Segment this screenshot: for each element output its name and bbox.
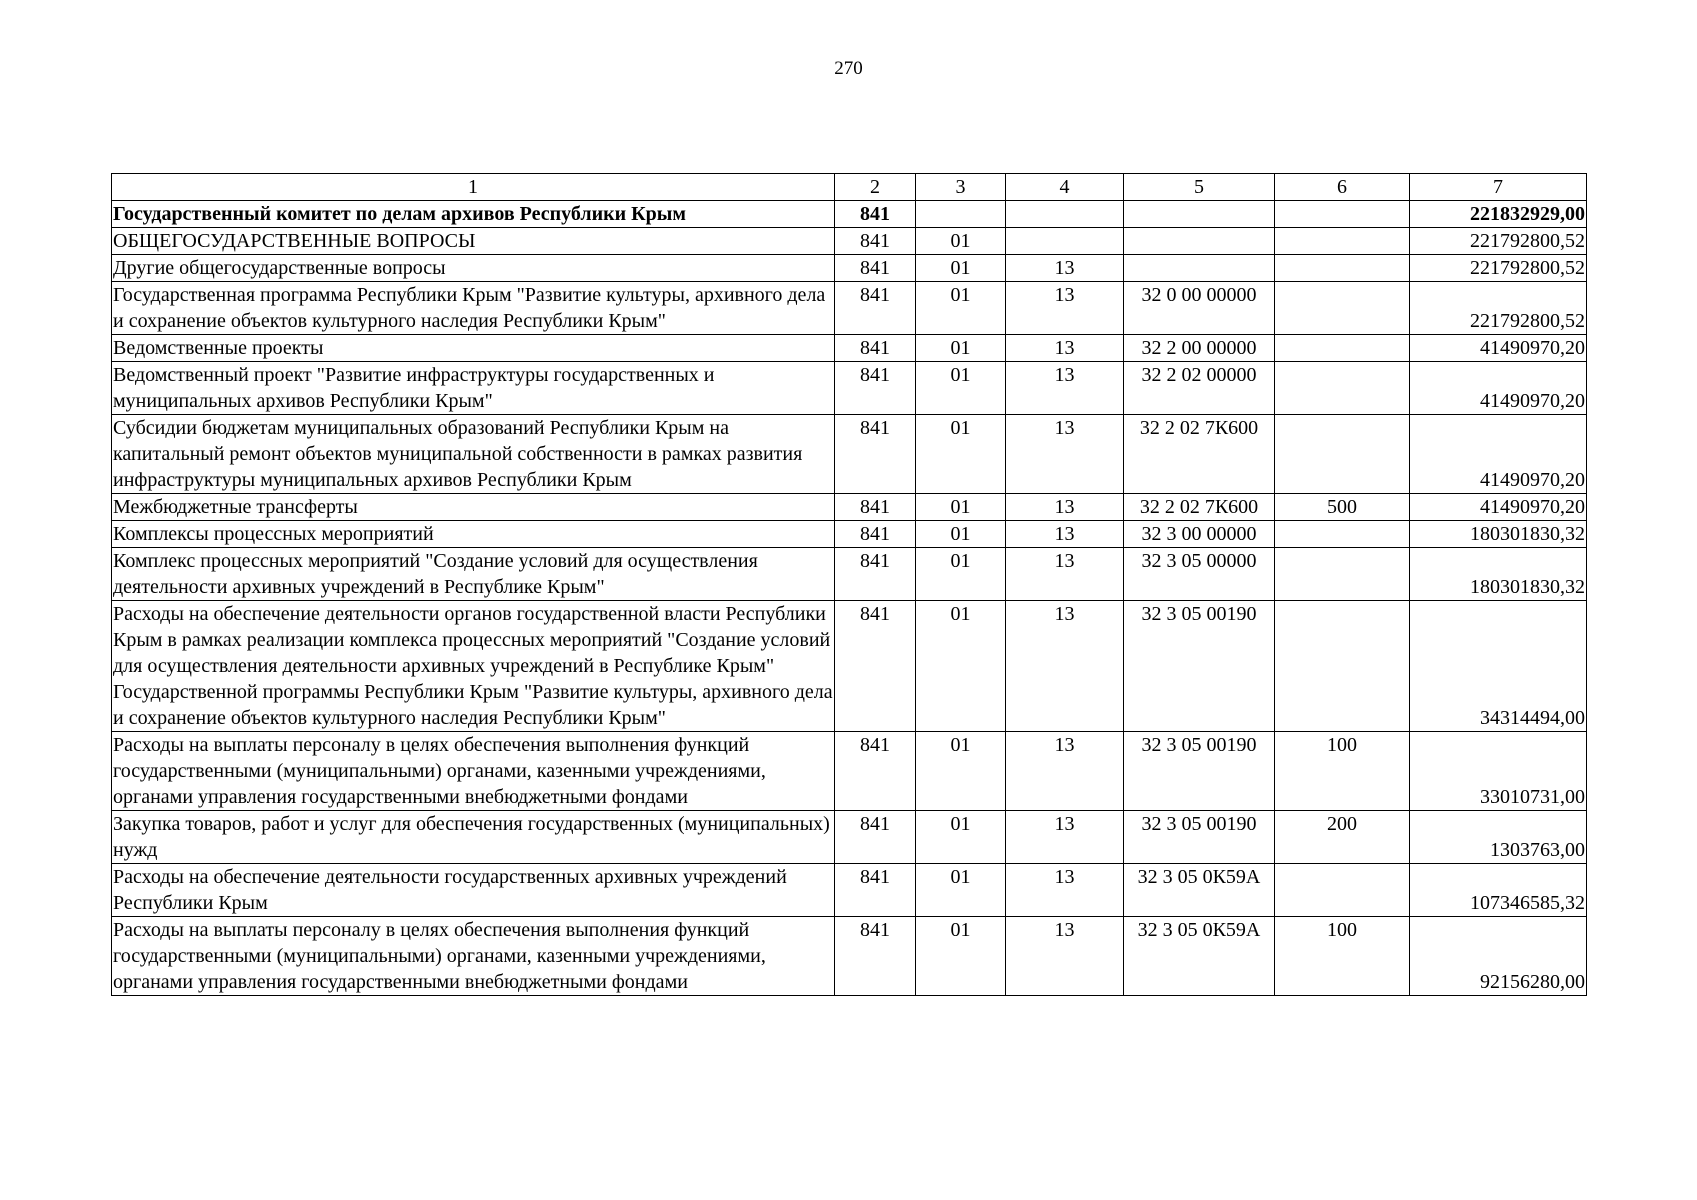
row-code-5-cell: 32 3 05 00190	[1124, 811, 1275, 864]
row-code-3-cell: 01	[916, 494, 1006, 521]
table-row	[112, 811, 1587, 864]
row-code-6-cell	[1275, 282, 1410, 335]
row-name-cell: Расходы на выплаты персоналу в целях обеспечения выполнения функций государственными (муниципальными) органами, казенными учреждениями, органами управления государственными внебюджетными фондами	[112, 917, 835, 996]
row-code-2-cell: 841	[835, 335, 916, 362]
row-code-3-cell: 01	[916, 521, 1006, 548]
row-code-3-cell: 01	[916, 282, 1006, 335]
row-code-4-cell: 13	[1006, 864, 1124, 917]
row-code-5-cell: 32 0 00 00000	[1124, 282, 1275, 335]
row-code-2-cell: 841	[835, 601, 916, 732]
row-code-6-cell	[1275, 521, 1410, 548]
row-code-3-cell: 01	[916, 335, 1006, 362]
row-code-4-cell: 13	[1006, 335, 1124, 362]
row-code-6-cell	[1275, 201, 1410, 228]
row-amount-cell: 221832929,00	[1410, 201, 1587, 228]
row-code-3-cell: 01	[916, 601, 1006, 732]
row-code-5-cell: 32 2 00 00000	[1124, 335, 1275, 362]
row-amount-cell: 41490970,20	[1410, 415, 1587, 494]
row-code-3-cell: 01	[916, 228, 1006, 255]
row-amount-cell: 41490970,20	[1410, 335, 1587, 362]
table-row	[112, 601, 1587, 732]
row-code-3-cell: 01	[916, 415, 1006, 494]
row-name-cell: Межбюджетные трансферты	[112, 494, 835, 521]
row-code-5-cell: 32 3 05 00190	[1124, 601, 1275, 732]
row-code-6-cell: 500	[1275, 494, 1410, 521]
table-row	[112, 864, 1587, 917]
row-code-6-cell	[1275, 255, 1410, 282]
row-code-5-cell: 32 3 05 00190	[1124, 732, 1275, 811]
row-code-5-cell	[1124, 255, 1275, 282]
row-name-cell: Расходы на обеспечение деятельности органов государственной власти Республики Крым в рамках реализации комплекса процессных мероприятий "Создание условий для осуществления деятельности архивных учреждений в Республике Крым" Государственной программы Республики Крым "Развитие культуры, архивного дела и сохранение объектов культурного наследия Республики Крым"	[112, 601, 835, 732]
row-code-2-cell: 841	[835, 362, 916, 415]
row-amount-cell: 1303763,00	[1410, 811, 1587, 864]
row-amount-cell: 221792800,52	[1410, 228, 1587, 255]
row-code-2-cell: 841	[835, 415, 916, 494]
row-name-cell: Другие общегосударственные вопросы	[112, 255, 835, 282]
row-code-4-cell: 13	[1006, 415, 1124, 494]
table-row	[112, 282, 1587, 335]
row-amount-cell: 92156280,00	[1410, 917, 1587, 996]
header-cell-1: 1	[112, 174, 835, 201]
row-code-6-cell	[1275, 335, 1410, 362]
row-code-6-cell	[1275, 415, 1410, 494]
row-amount-cell: 180301830,32	[1410, 548, 1587, 601]
row-code-5-cell: 32 2 02 7К600	[1124, 494, 1275, 521]
row-code-6-cell	[1275, 548, 1410, 601]
row-code-3-cell: 01	[916, 548, 1006, 601]
row-code-3-cell	[916, 201, 1006, 228]
row-code-3-cell: 01	[916, 362, 1006, 415]
row-code-4-cell: 13	[1006, 917, 1124, 996]
row-code-2-cell: 841	[835, 917, 916, 996]
row-code-3-cell: 01	[916, 732, 1006, 811]
row-code-2-cell: 841	[835, 732, 916, 811]
table-row	[112, 228, 1587, 255]
row-name-cell: Ведомственные проекты	[112, 335, 835, 362]
header-cell-6: 6	[1275, 174, 1410, 201]
row-code-5-cell: 32 2 02 00000	[1124, 362, 1275, 415]
row-code-6-cell: 200	[1275, 811, 1410, 864]
row-code-6-cell	[1275, 601, 1410, 732]
row-code-5-cell: 32 3 00 00000	[1124, 521, 1275, 548]
header-cell-5: 5	[1124, 174, 1275, 201]
row-code-2-cell: 841	[835, 521, 916, 548]
row-amount-cell: 41490970,20	[1410, 494, 1587, 521]
row-code-6-cell: 100	[1275, 917, 1410, 996]
row-amount-cell: 33010731,00	[1410, 732, 1587, 811]
row-code-2-cell: 841	[835, 228, 916, 255]
row-code-4-cell: 13	[1006, 362, 1124, 415]
row-code-3-cell: 01	[916, 917, 1006, 996]
row-amount-cell: 41490970,20	[1410, 362, 1587, 415]
row-code-2-cell: 841	[835, 282, 916, 335]
table-row	[112, 335, 1587, 362]
row-name-cell: Государственный комитет по делам архивов Республики Крым	[112, 201, 835, 228]
table-row	[112, 494, 1587, 521]
row-code-6-cell	[1275, 362, 1410, 415]
header-cell-3: 3	[916, 174, 1006, 201]
row-name-cell: Субсидии бюджетам муниципальных образований Республики Крым на капитальный ремонт объектов муниципальной собственности в рамках развития инфраструктуры муниципальных архивов Республики Крым	[112, 415, 835, 494]
table-row	[112, 917, 1587, 996]
row-code-2-cell: 841	[835, 494, 916, 521]
row-code-5-cell: 32 3 05 0К59А	[1124, 917, 1275, 996]
row-code-4-cell	[1006, 201, 1124, 228]
header-row	[112, 174, 1587, 201]
page-number: 270	[834, 58, 863, 79]
row-code-5-cell: 32 3 05 0К59А	[1124, 864, 1275, 917]
row-name-cell: Расходы на выплаты персоналу в целях обеспечения выполнения функций государственными (муниципальными) органами, казенными учреждениями, органами управления государственными внебюджетными фондами	[112, 732, 835, 811]
row-code-4-cell: 13	[1006, 811, 1124, 864]
row-name-cell: Расходы на обеспечение деятельности государственных архивных учреждений Республики Крым	[112, 864, 835, 917]
row-code-2-cell: 841	[835, 255, 916, 282]
row-amount-cell: 34314494,00	[1410, 601, 1587, 732]
header-cell-4: 4	[1006, 174, 1124, 201]
row-name-cell: Закупка товаров, работ и услуг для обеспечения государственных (муниципальных) нужд	[112, 811, 835, 864]
row-code-4-cell: 13	[1006, 601, 1124, 732]
row-code-5-cell: 32 2 02 7К600	[1124, 415, 1275, 494]
row-name-cell: Комплекс процессных мероприятий "Создание условий для осуществления деятельности архивных учреждений в Республике Крым"	[112, 548, 835, 601]
header-cell-2: 2	[835, 174, 916, 201]
row-code-3-cell: 01	[916, 255, 1006, 282]
row-name-cell: Ведомственный проект "Развитие инфраструктуры государственных и муниципальных архивов Республики Крым"	[112, 362, 835, 415]
row-code-4-cell: 13	[1006, 521, 1124, 548]
table-row	[112, 362, 1587, 415]
row-amount-cell: 221792800,52	[1410, 282, 1587, 335]
row-amount-cell: 221792800,52	[1410, 255, 1587, 282]
row-code-2-cell: 841	[835, 811, 916, 864]
row-code-3-cell: 01	[916, 864, 1006, 917]
row-amount-cell: 107346585,32	[1410, 864, 1587, 917]
table-row	[112, 732, 1587, 811]
row-name-cell: Комплексы процессных мероприятий	[112, 521, 835, 548]
row-code-5-cell	[1124, 201, 1275, 228]
row-code-2-cell: 841	[835, 864, 916, 917]
table-row	[112, 255, 1587, 282]
row-code-4-cell: 13	[1006, 494, 1124, 521]
row-code-6-cell: 100	[1275, 732, 1410, 811]
row-code-4-cell	[1006, 228, 1124, 255]
row-code-4-cell: 13	[1006, 282, 1124, 335]
table-row	[112, 548, 1587, 601]
row-code-4-cell: 13	[1006, 255, 1124, 282]
row-code-6-cell	[1275, 864, 1410, 917]
table-row	[112, 521, 1587, 548]
table-row	[112, 415, 1587, 494]
row-code-2-cell: 841	[835, 201, 916, 228]
row-amount-cell: 180301830,32	[1410, 521, 1587, 548]
row-name-cell: ОБЩЕГОСУДАРСТВЕННЫЕ ВОПРОСЫ	[112, 228, 835, 255]
budget-table	[111, 173, 1587, 996]
header-cell-7: 7	[1410, 174, 1587, 201]
row-code-3-cell: 01	[916, 811, 1006, 864]
row-code-6-cell	[1275, 228, 1410, 255]
row-code-2-cell: 841	[835, 548, 916, 601]
table-row	[112, 201, 1587, 228]
row-code-4-cell: 13	[1006, 732, 1124, 811]
row-code-4-cell: 13	[1006, 548, 1124, 601]
row-name-cell: Государственная программа Республики Крым "Развитие культуры, архивного дела и сохранение объектов культурного наследия Республики Крым"	[112, 282, 835, 335]
row-code-5-cell	[1124, 228, 1275, 255]
row-code-5-cell: 32 3 05 00000	[1124, 548, 1275, 601]
